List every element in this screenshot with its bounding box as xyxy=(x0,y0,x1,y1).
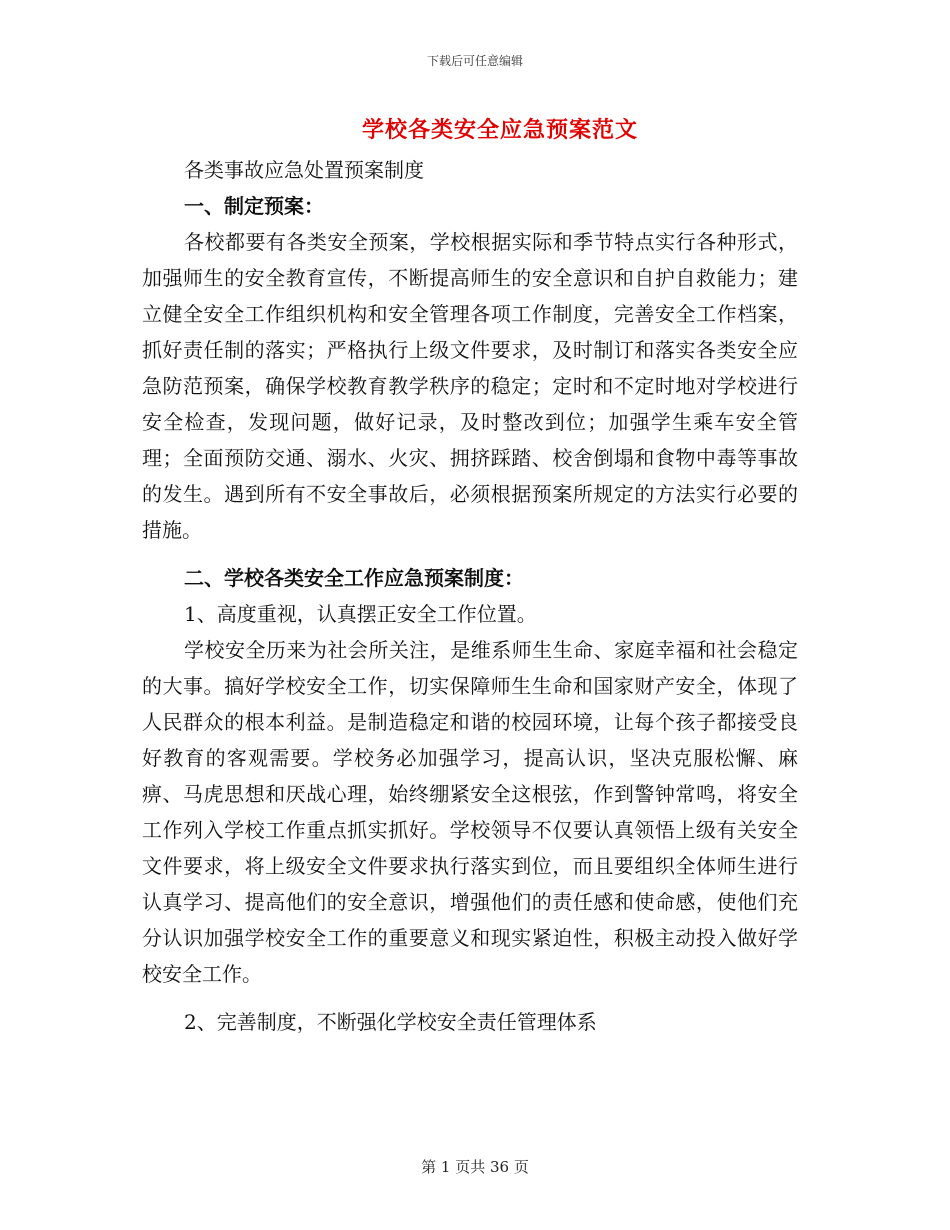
subheading-2: 2、完善制度，不断强化学校安全责任管理体系 xyxy=(184,1010,597,1034)
page-footer: 第 1 页共 36 页 xyxy=(421,1158,529,1176)
paragraph-section-1: 各校都要有各类安全预案，学校根据实际和季节特点实行各种形式，加强师生的安全教育宣传，不断提高师生的安全意识和自护自救能力；建立健全安全工作组织机构和安全管理各项工作制度，完善安全工作档案，抓好责任制的落实；严格执行上级文件要求，及时制订和落实各类安全应急防范预案，确保学校教育教学秩序的稳定；定时和不定时地对学校进行安全检查，发现问题，做好记录，及时整改到位；加强学生乘车安全管理；全面预防交通、溺水、火灾、拥挤踩踏、校舍倒塌和食物中毒等事故的发生。遇到所有不安全事故后，必须根据预案所规定的方法实行必要的措施。 xyxy=(142,230,798,542)
paragraph-section-2-1: 学校安全历来为社会所关注，是维系师生生命、家庭幸福和社会稳定的大事。搞好学校安全工作，切实保障师生生命和国家财产安全，体现了人民群众的根本利益。是制造稳定和谐的校园环境，让每个孩子都接受良好教育的客观需要。学校务必加强学习，提高认识，坚决克服松懈、麻痹、马虎思想和厌战心理，始终绷紧安全这根弦，作到警钟常鸣，将安全工作列入学校工作重点抓实抓好。学校领导不仅要认真领悟上级有关安全文件要求，将上级安全文件要求执行落实到位，而且要组织全体师生进行认真学习、提高他们的安全意识，增强他们的责任感和使命感，使他们充分认识加强学校安全工作的重要意义和现实紧迫性，积极主动投入做好学校安全工作。 xyxy=(142,638,798,986)
section-heading-2: 二、学校各类安全工作应急预案制度： xyxy=(184,566,524,590)
document-body xyxy=(142,152,798,1040)
section-heading-1: 一、制定预案： xyxy=(184,194,324,218)
paragraph-intro: 各类事故应急处置预案制度 xyxy=(184,158,424,182)
page-header: 下载后可任意编辑 xyxy=(426,54,523,68)
document-title: 学校各类安全应急预案范文 xyxy=(361,117,638,143)
subheading-1: 1、高度重视，认真摆正安全工作位置。 xyxy=(184,602,537,626)
